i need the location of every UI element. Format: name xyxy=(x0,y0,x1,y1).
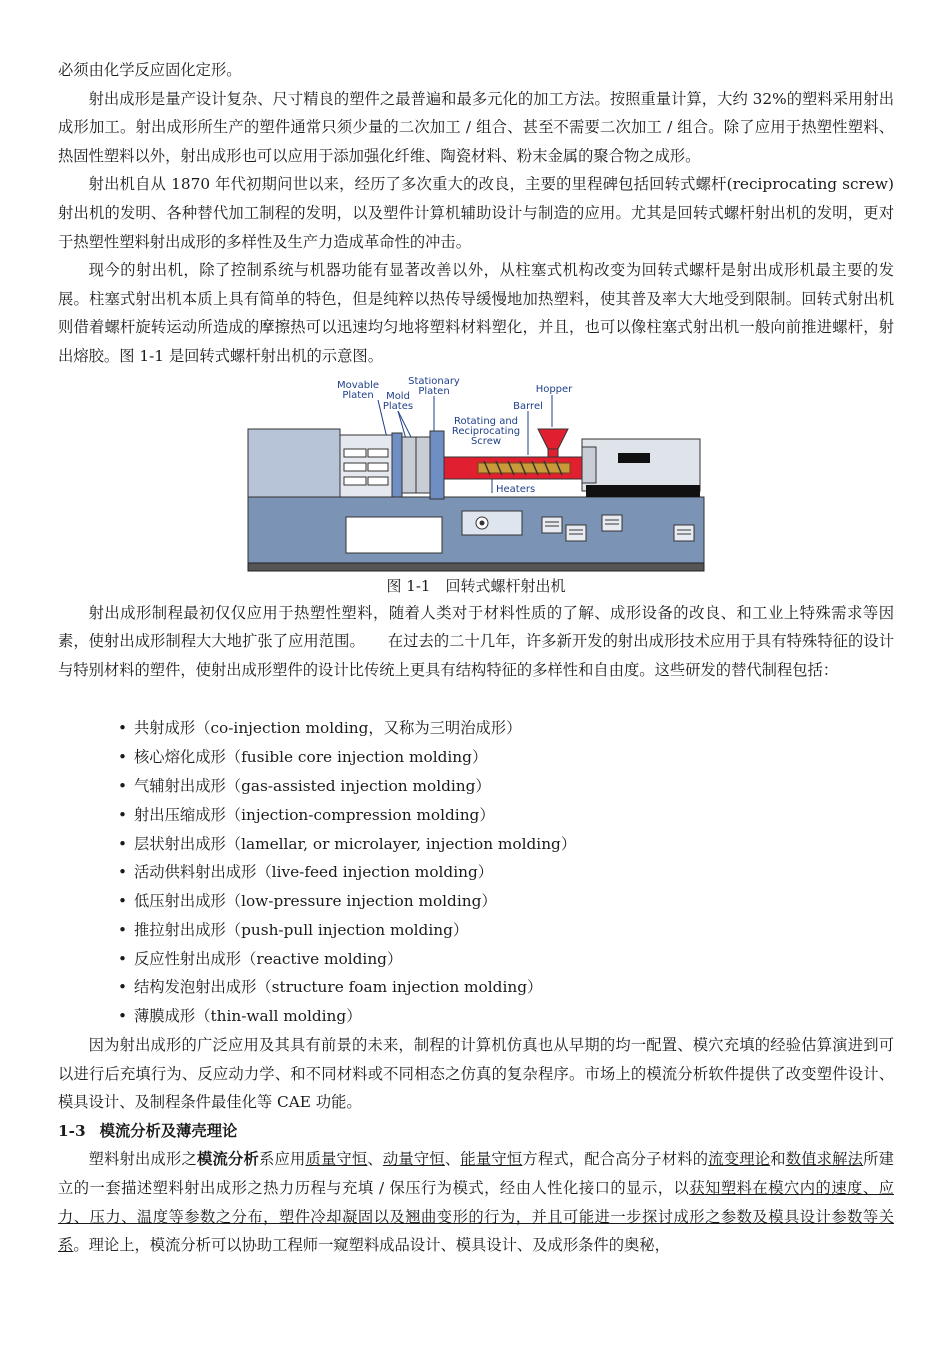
list-item: • 气辅射出成形（gas-assisted injection molding） xyxy=(134,772,894,801)
section-heading xyxy=(58,1117,894,1146)
label-stationary-1: Stationary xyxy=(408,376,460,387)
label-movable-2: Platen xyxy=(342,389,374,401)
document-page xyxy=(58,56,894,1260)
list-item: • 核心熔化成形（fusible core injection molding） xyxy=(134,743,894,772)
injection-machine-diagram xyxy=(246,377,706,573)
alternative-process-list xyxy=(58,714,894,1031)
label-mold-1: Mold xyxy=(386,390,410,402)
list-item: • 活动供料射出成形（live-feed injection molding） xyxy=(134,858,894,887)
paragraph-simulation: 因为射出成形的广泛应用及其具有前景的未来，制程的计算机仿真也从早期的均一配置、模穴充填的经验估算演进到可以进行后充填行为、反应动力学、和不同材料或不同相态之仿真的复杂程序。市场上的模流分析软件提供了改变塑件设计、模具设计、及制程条件最佳化等 CAE 功能。 xyxy=(58,1036,894,1112)
link-rheology: 流变理论 xyxy=(708,1150,771,1169)
list-item: • 共射成形（co-injection molding，又称为三明治成形） xyxy=(134,714,894,743)
list-item: • 推拉射出成形（push-pull injection molding） xyxy=(134,916,894,945)
figure-caption: 图 1-1 回转式螺杆射出机 xyxy=(386,576,566,595)
figure-injection-machine xyxy=(58,377,894,599)
list-item: • 层状射出成形（lamellar, or microlayer, injection molding） xyxy=(134,830,894,859)
label-barrel: Barrel xyxy=(513,400,543,412)
link-mass-conservation: 质量守恒 xyxy=(305,1150,368,1169)
section-number: 1-3 xyxy=(58,1121,86,1140)
label-stationary-2: Platen xyxy=(418,385,450,397)
label-movable-1: Movable xyxy=(336,379,380,391)
list-item: • 结构发泡射出成形（structure foam injection molding） xyxy=(134,973,894,1002)
label-screw-3: Screw xyxy=(470,435,502,447)
term-moldflow: 模流分析 xyxy=(197,1150,259,1169)
list-item: • 薄膜成形（thin-wall molding） xyxy=(134,1002,894,1031)
label-screw-1: Rotating and xyxy=(453,415,519,427)
list-item: • 反应性射出成形（reactive molding） xyxy=(134,945,894,974)
link-momentum-conservation: 动量守恒 xyxy=(382,1150,445,1169)
paragraph-injection-history: 射出机自从 1870 年代初期问世以来，经历了多次重大的改良，主要的里程碑包括回转式螺杆(reciprocating screw)射出机的发明、各种替代加工制程的发明，以及塑件计算机辅助设计与制造的应用。尤其是回转式螺杆射出机的发明，更对于热塑性塑料射出成形的多样性及生产力造成革命性的冲击。 xyxy=(58,175,894,251)
label-mold-2: Plates xyxy=(382,400,414,412)
label-screw-2: Reciprocating xyxy=(451,425,521,437)
list-item: • 射出压缩成形（injection-compression molding） xyxy=(134,801,894,830)
section-title: 模流分析及薄壳理论 xyxy=(99,1121,238,1140)
link-energy-conservation: 能量守恒 xyxy=(460,1150,523,1169)
paragraph-modern-machines: 现今的射出机，除了控制系统与机器功能有显著改善以外，从柱塞式机构改变为回转式螺杆是射出成形机最主要的发展。柱塞式射出机本质上具有简单的特色，但是纯粹以热传导缓慢地加热塑料，使其普及率大大地受到限制。回转式射出机则借着螺杆旋转运动所造成的摩擦热可以迅速均匀地将塑料材料塑化，并且，也可以像柱塞式射出机一般向前推进螺杆，射出熔胶。图 1-1 是回转式螺杆射出机的示意图。 xyxy=(58,261,894,365)
paragraph-continuation: 必须由化学反应固化定形。 xyxy=(58,61,242,79)
paragraph-process-expansion: 射出成形制程最初仅仅应用于热塑性塑料，随着人类对于材料性质的了解、成形设备的改良、和工业上特殊需求等因素，使射出成形制程大大地扩张了应用范围。 在过去的二十几年，许多新开发的射出成形技术应用于具有特殊特征的设计与特别材料的塑件，使射出成形塑件的设计比传统上更具有结构特征的多样性和自由度。这些研发的替代制程包括： xyxy=(58,603,894,679)
paragraph-injection-overview: 射出成形是量产设计复杂、尺寸精良的塑件之最普遍和最多元化的加工方法。按照重量计算，大约 32%的塑料采用射出成形加工。射出成形所生产的塑件通常只须少量的二次加工 / 组合、甚至不需要二次加工 / 组合。除了应用于热塑性塑料、热固性塑料以外，射出成形也可以应用于添加强化纤维、陶瓷材料、粉末金属的聚合物之成形。 xyxy=(58,89,894,165)
label-heaters: Heaters xyxy=(496,483,536,495)
label-hopper: Hopper xyxy=(535,383,573,395)
underlined-analysis-goals: 获知塑料在模穴内的速度、应力、压力、温度等参数之分布，塑件冷却凝固以及翘曲变形的行为，并且可能进一步探讨成形之参数及模具设计参数等关系 xyxy=(58,1179,894,1255)
link-numerical-methods: 数值求解法 xyxy=(785,1150,864,1169)
paragraph-moldflow-theory: 塑料射出成形之模流分析系应用质量守恒、动量守恒、能量守恒方程式，配合高分子材料的流变理论和数值求解法所建立的一套描述塑料射出成形之热力历程与充填 / 保压行为模式，经由人性化接口的显示，以获知塑料在模穴内的速度、应力、压力、温度等参数之分布，塑件冷却凝固以及翘曲变形的行为，并且可能进一步探讨成形之参数及模具设计参数等关系。理论上，模流分析可以协助工程师一窥塑料成品设计、模具设计、及成形条件的奥秘， xyxy=(58,1150,894,1255)
list-item: • 低压射出成形（low-pressure injection molding） xyxy=(134,887,894,916)
